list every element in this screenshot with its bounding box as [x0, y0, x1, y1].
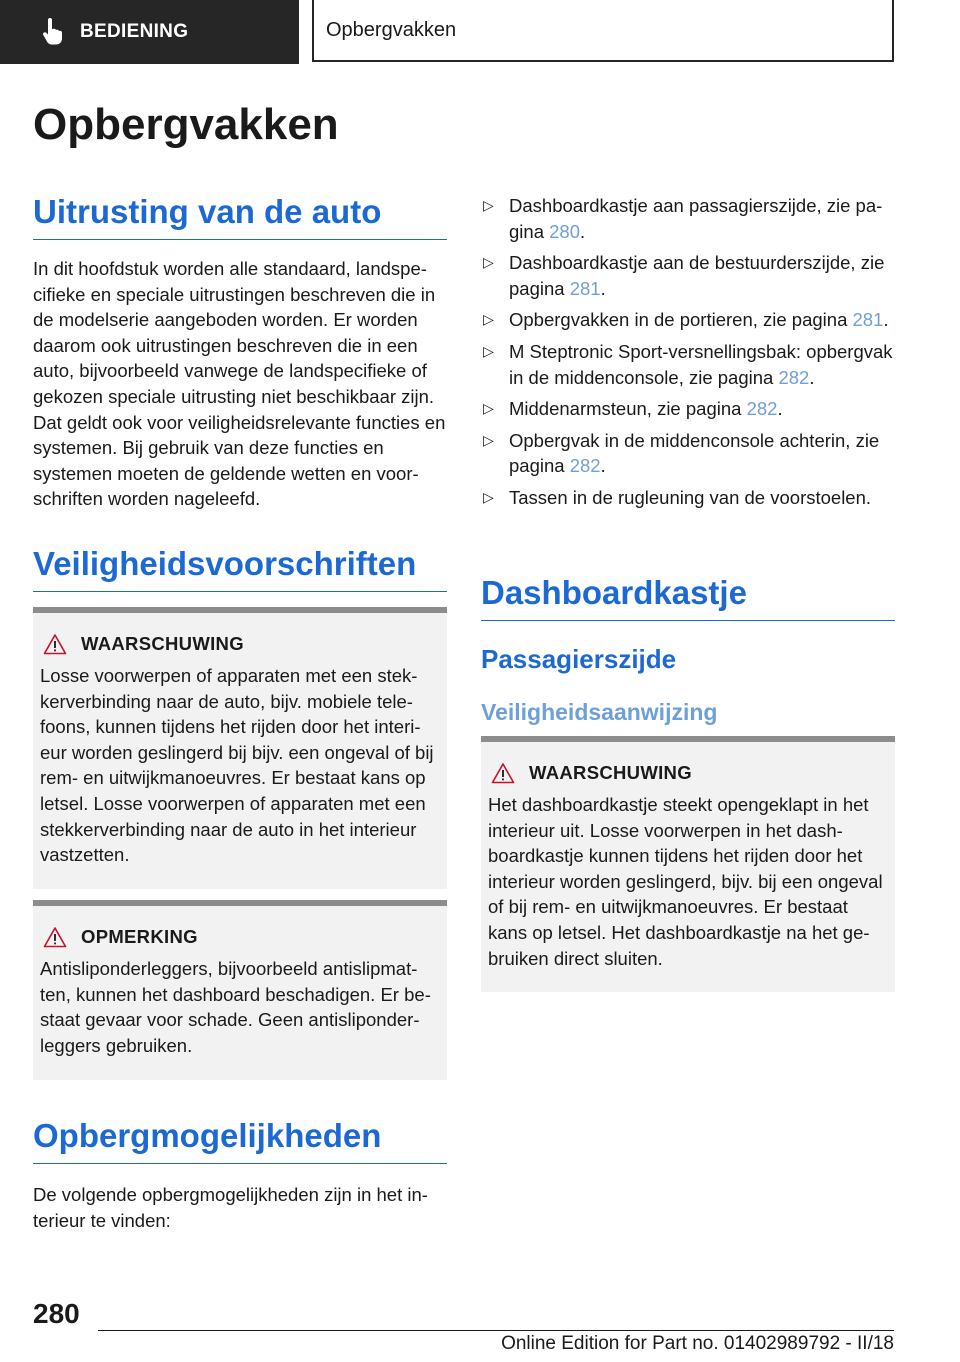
page-number: 280	[33, 1298, 80, 1329]
heading-safety: Veiligheidsvoorschriften	[33, 545, 447, 592]
note-title: OPMERKING	[81, 926, 198, 947]
bullet-triangle-icon: ▷	[483, 431, 494, 448]
list-item: ▷ Opbergvakken in de portieren, zie pagina 281.	[481, 307, 895, 333]
bullet-triangle-icon: ▷	[483, 488, 494, 505]
footer-edition: Online Edition for Part no. 01402989792 - II/18	[501, 1333, 894, 1354]
page-title: Opbergvakken	[33, 100, 339, 149]
page-link[interactable]: 282	[569, 455, 601, 477]
bullet-triangle-icon: ▷	[483, 311, 494, 328]
list-item: ▷ M Steptronic Sport-versnellingsbak: opbergvak in de middenconsole, zie pagina 282.	[483, 340, 893, 388]
bullet-triangle-icon: ▷	[483, 342, 494, 359]
page-link[interactable]: 281	[569, 277, 601, 299]
note-box	[33, 900, 447, 1080]
note-text: Antisliponderleggers, bijvoorbeeld antislipmatten, kunnen het dashboard beschadigen. Er bestaat gevaar voor schade. Geen antisliponderleggers gebruiken.	[40, 958, 431, 1056]
warning-triangle-icon	[491, 762, 515, 784]
chapter-tab	[312, 0, 894, 62]
page-link[interactable]: 280	[549, 220, 580, 242]
warning-title: WAARSCHUWING	[81, 633, 244, 654]
chapter-label: Opbergvakken	[326, 18, 457, 41]
warning-triangle-icon	[43, 926, 67, 948]
page-link[interactable]: 282	[778, 366, 810, 388]
hand-pointer-icon	[40, 18, 66, 46]
paragraph-equipment: In dit hoofdstuk worden alle standaard, landspecifieke en speciale uitrustingen beschreven die in de modelserie aangeboden worden. Er worden daarom ook uitrustingen beschreven die in een auto, bijvoorbeeld vanwege de landspecifieke of gekozen speciale uitrusting niet beschikbaar zijn. Dat geldt ook voor veiligheidsrelevante functies en systemen. Bij gebruik van deze functies en systemen moeten de geldende wetten en voorschriften worden nageleefd.	[33, 258, 446, 510]
section-label: BEDIENING	[80, 21, 189, 42]
heading-safety-note: Veiligheidsaanwijzing	[481, 699, 718, 725]
paragraph-storage: De volgende opbergmogelijkheden zijn in het interieur te vinden:	[33, 1184, 428, 1231]
warning-box	[33, 607, 447, 889]
heading-glovebox: Dashboardkastje	[481, 574, 895, 621]
footer-divider	[98, 1330, 894, 1331]
list-item: ▷ Dashboardkastje aan de bestuurderszijde, zie pagina 281.	[483, 252, 885, 299]
list-item: ▷ Middenarmsteun, zie pagina 282.	[481, 396, 895, 422]
list-item: ▷ Dashboardkastje aan passagierszijde, zie pagina 280.	[483, 195, 883, 242]
warning-triangle-icon	[43, 633, 67, 655]
warning-box	[481, 736, 895, 992]
bullet-triangle-icon: ▷	[483, 400, 494, 417]
page-link[interactable]: 281	[852, 309, 884, 331]
list-item: ▷ Tassen in de rugleuning van de voorstoelen.	[481, 485, 895, 511]
page-link[interactable]: 282	[746, 398, 778, 420]
section-tab	[0, 0, 299, 64]
bullet-triangle-icon: ▷	[483, 254, 494, 271]
storage-list	[481, 193, 895, 517]
warning-text: Het dashboardkastje steekt opengeklapt in het interieur uit. Losse voorwerpen in het dashboardkastje kunnen tijdens het rijden door het interieur worden geslingerd, bijv. bij een ongeval of bij rem- en uitwijkmanoeuvres. Er bestaat kans op letsel. Het dashboardkastje na het gebruiken direct sluiten.	[488, 794, 883, 969]
list-item: ▷ Opbergvak in de middenconsole achterin, zie pagina 282.	[483, 429, 880, 477]
warning-title: WAARSCHUWING	[529, 762, 692, 783]
bullet-triangle-icon: ▷	[483, 197, 494, 213]
heading-equipment: Uitrusting van de auto	[33, 193, 447, 240]
warning-text: Losse voorwerpen of apparaten met een stekkerverbinding naar de auto, bijv. mobiele telefoons, kunnen tijdens het rijden door het interieur worden geslingerd bij bijv. een ongeval of bij rem- en uitwijkmanoeuvres. Er bestaat kans op letsel. Losse voorwerpen of apparaten met een stekkerverbinding naar de auto in het interieur vastzetten.	[40, 665, 434, 866]
heading-storage: Opbergmogelijkheden	[33, 1117, 447, 1164]
heading-passenger: Passagierszijde	[481, 644, 677, 674]
